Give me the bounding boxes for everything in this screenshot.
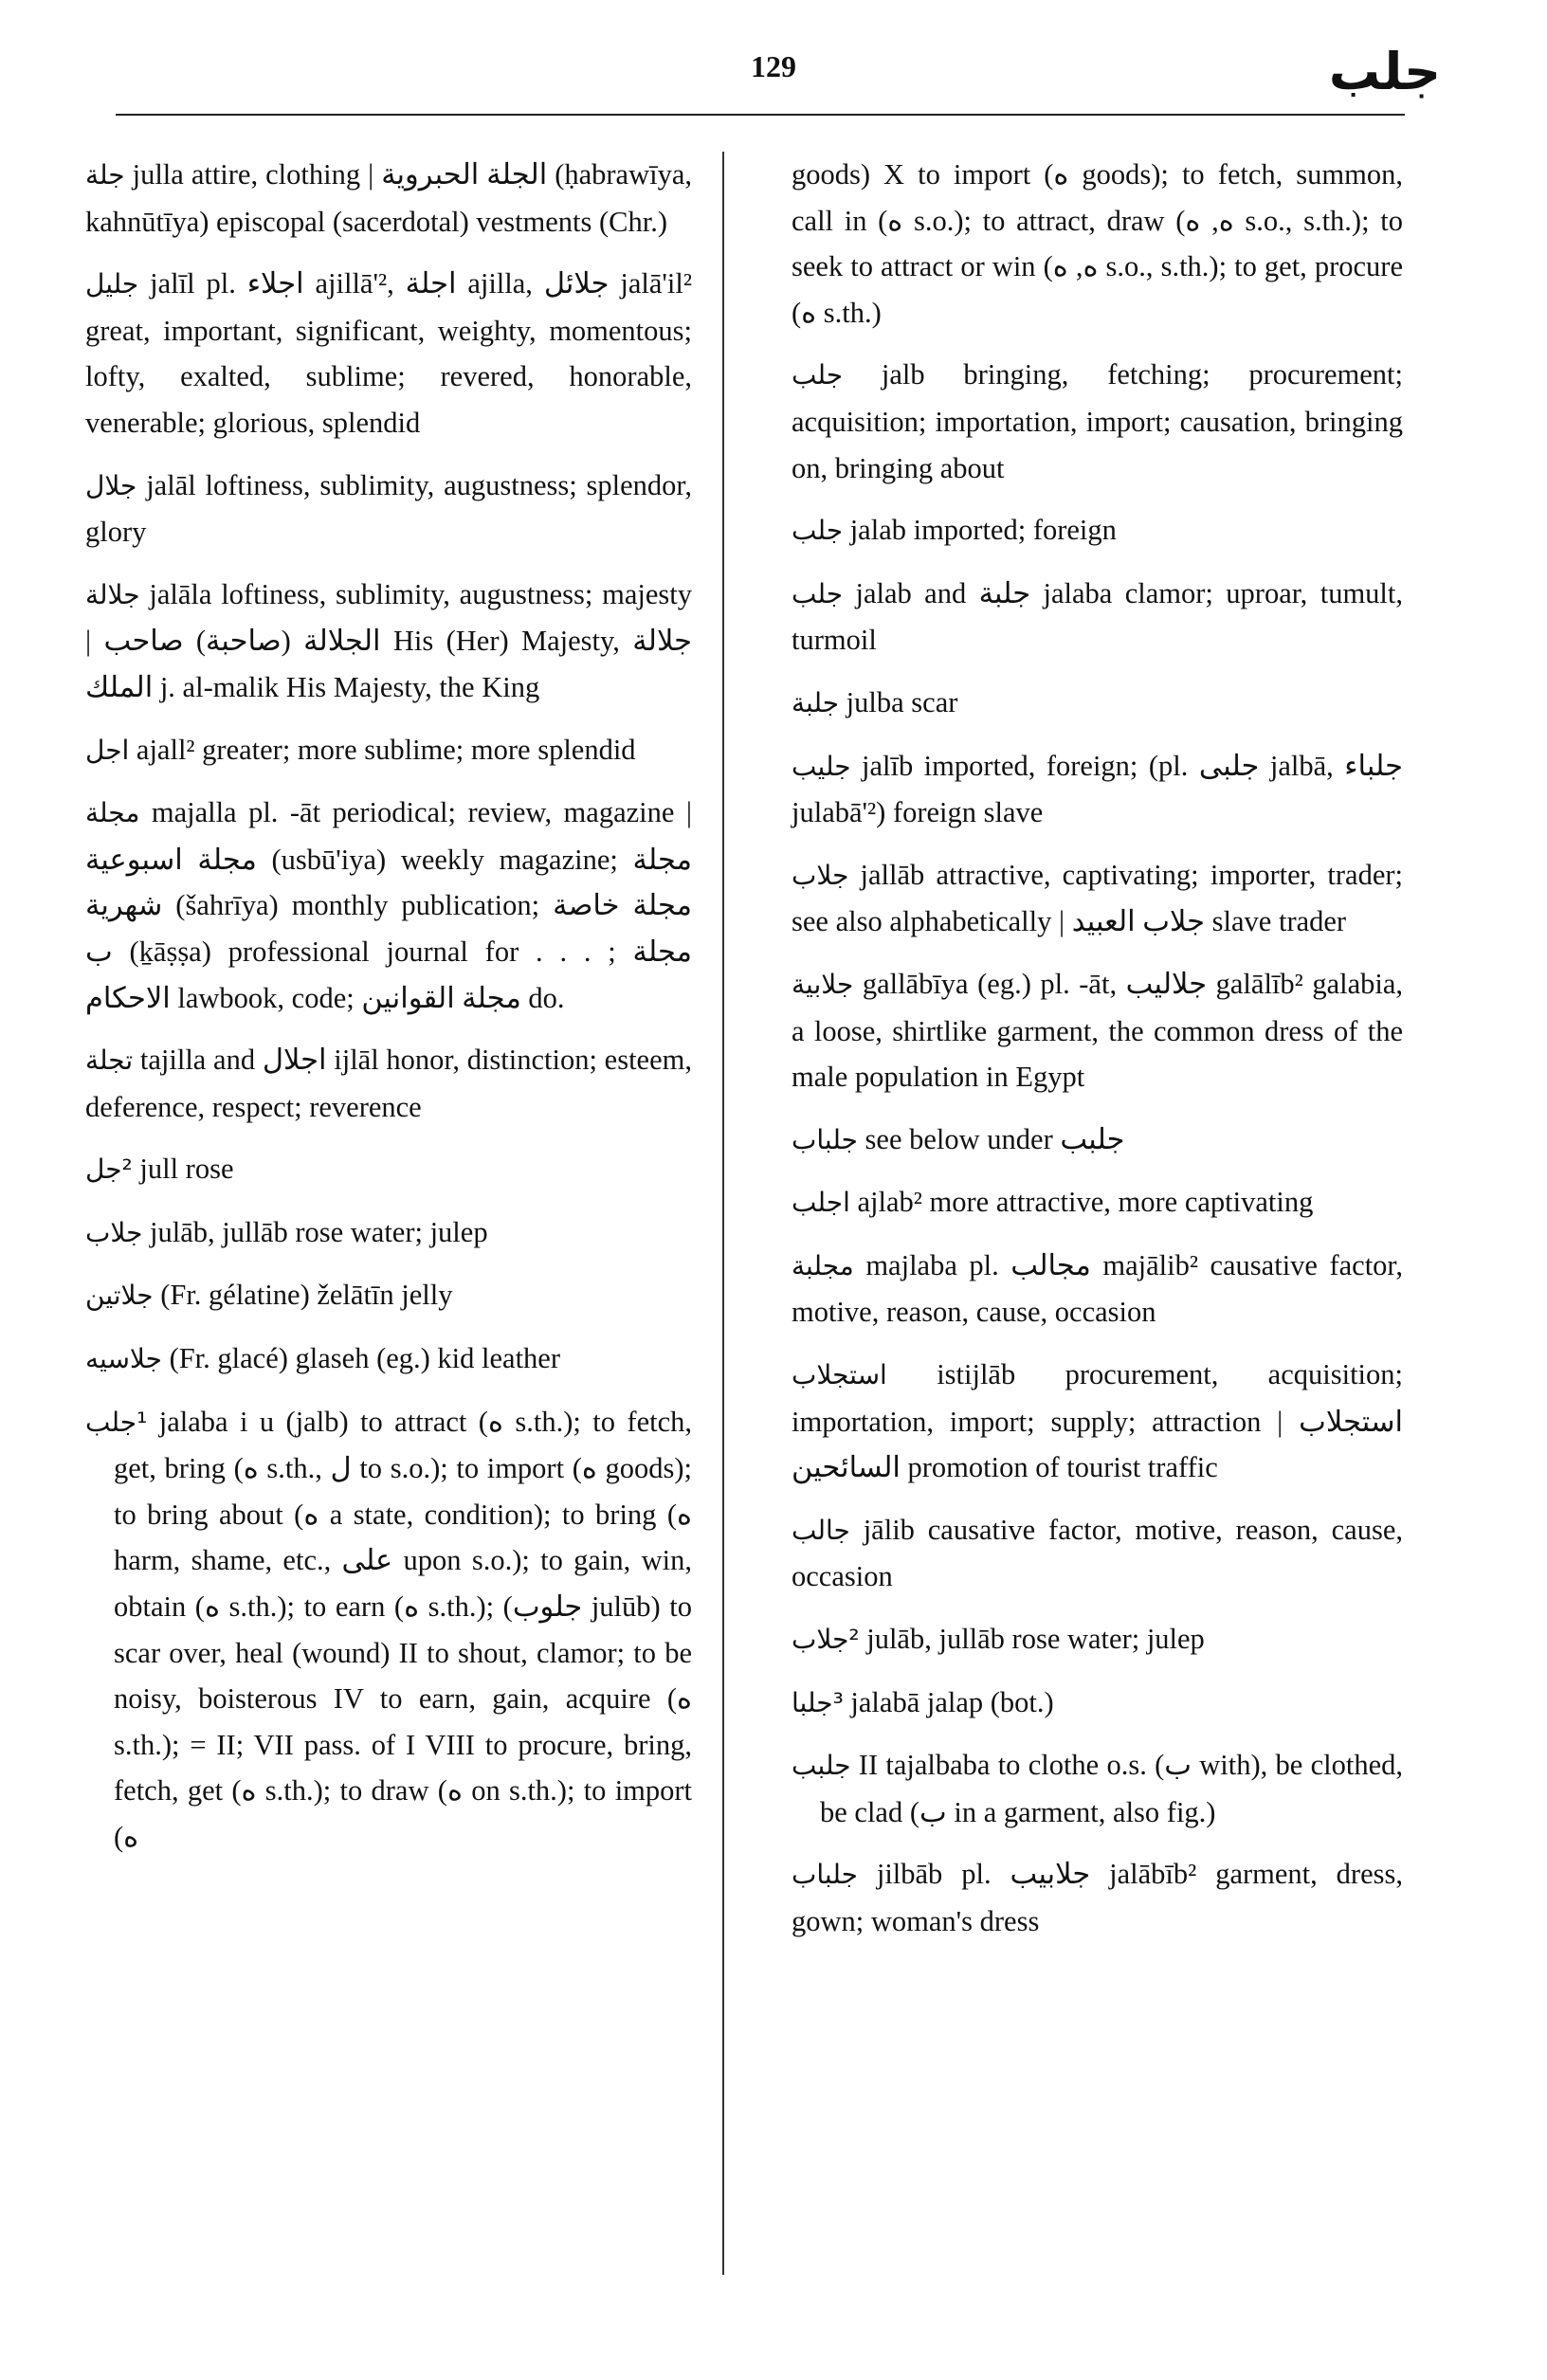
entry-text: jalāl loftiness, sublimity, augustness; splendor, glory: [85, 468, 692, 549]
dictionary-entry: [85, 1209, 692, 1257]
arabic-term: جلب: [792, 359, 844, 391]
dictionary-entry: [792, 1680, 1403, 1727]
dictionary-entry: [792, 1352, 1403, 1491]
arabic-term: جليب: [792, 750, 851, 782]
arabic-term: جلابية: [792, 968, 854, 1000]
page-number: 129: [751, 49, 796, 83]
entry-text: julba scar: [839, 685, 958, 718]
entry-text: julāb, jullāb rose water; julep: [142, 1215, 488, 1248]
arabic-term: جلبب: [792, 1750, 851, 1782]
entry-text: majalla pl. -āt periodical; review, magazine | مجلة اسبوعية (usbū'iya) weekly magazine; مجلة شهرية (šahrīya) monthly publication; مجلة خاصة ب (ḵāṣṣa) professional journal for . . . ; مجلة الاحكام lawbook, code; مجلة القوانين do.: [85, 796, 692, 1014]
dictionary-entry: [792, 1179, 1403, 1226]
arabic-term: جلاسيه: [85, 1343, 162, 1375]
entry-text: jalaba i u (jalb) to attract (ه s.th.); to fetch, get, bring (ه s.th., ل to s.o.); to import (ه goods); to bring about (ه a state, condition); to bring (ه harm, shame, etc., على upon s.o.); to gain, win, obtain (ه s.th.); to earn (ه s.th.); (جلوب julūb) to scar over, heal (wound) II to shout, clamor; to be noisy, boisterous IV to earn, gain, acquire (ه s.th.); = II; VII pass. of I VIII to procure, bring, fetch, get (ه s.th.); to draw (ه on s.th.); to import (ه: [114, 1405, 693, 1853]
arabic-term: ²جلاب: [792, 1624, 860, 1656]
arabic-term: جلاب: [792, 859, 849, 891]
dictionary-entry: [792, 743, 1403, 836]
dictionary-entry: [85, 152, 692, 245]
dictionary-entry: [85, 1399, 692, 1861]
arabic-term: جلباب: [792, 1859, 858, 1891]
entry-text: majlaba pl. مجالب majālib² causative factor, motive, reason, cause, occasion: [792, 1248, 1403, 1329]
dictionary-entry: [792, 507, 1403, 554]
entry-text: goods) X to import (ه goods); to fetch, summon, call in (ه s.o.); to attract, draw (ه, ه s.o., s.th.); to seek to attract or win (ه, ه s.o., s.th.); to get, procure (ه s.th.): [792, 158, 1404, 329]
entry-text: (Fr. gélatine) želātīn jelly: [153, 1279, 453, 1312]
entry-text: ajlab² more attractive, more captivating: [849, 1186, 1314, 1219]
running-headword: جلب: [1328, 42, 1441, 101]
dictionary-entry: [85, 727, 692, 774]
entry-text: jalāla loftiness, sublimity, augustness; majesty | الجلالة (صاحبة) صاحب His (Her) Majesty, جلالة الملك j. al-malik His Majesty, the King: [85, 577, 692, 703]
entry-text: ajall² greater; more sublime; more splendid: [129, 733, 636, 766]
arabic-term: جلالة: [85, 578, 140, 610]
arabic-term: مجلبة: [792, 1249, 854, 1281]
entry-text: jallāb attractive, captivating; importer, trader; see also alphabetically | جلاب العبيد slave trader: [792, 858, 1403, 938]
arabic-term: اجل: [85, 734, 130, 766]
entry-text: julāb, jullāb rose water; julep: [859, 1623, 1205, 1656]
arabic-term: جلب: [792, 515, 844, 547]
entry-text: jalīb imported, foreign; (pl. جلبى jalbā, جلباء julabā'²) foreign slave: [792, 749, 1403, 829]
right-column: [792, 152, 1403, 1961]
arabic-term: ¹جلب: [85, 1406, 148, 1438]
arabic-term: جليل: [85, 268, 139, 300]
dictionary-entry-continued: [792, 152, 1403, 336]
arabic-term: جلاب: [85, 1216, 143, 1248]
entry-text: istijlāb procurement, acquisition; importation, import; supply; attraction | استجلاب السائحين promotion of tourist traffic: [792, 1358, 1403, 1484]
entry-text: jalabā jalap (bot.): [843, 1685, 1054, 1718]
arabic-term: جلال: [85, 469, 137, 501]
entry-text: gallābīya (eg.) pl. -āt, جلاليب galālīb² galabia, a loose, shirtlike garment, the common dress of the male population in Egypt: [792, 967, 1404, 1094]
dictionary-entry: [792, 852, 1403, 945]
dictionary-entry: [792, 1616, 1403, 1663]
dictionary-entry: [85, 1146, 692, 1193]
dictionary-entry: [792, 961, 1403, 1100]
dictionary-entry: [792, 571, 1403, 663]
dictionary-entry: [792, 352, 1403, 491]
entry-text: jilbāb pl. جلابيب jalābīb² garment, dress, gown; woman's dress: [792, 1858, 1403, 1937]
entry-text: jalb bringing, fetching; procurement; acquisition; importation, import; causation, bringing on, bringing about: [792, 358, 1403, 484]
dictionary-entry: [85, 261, 692, 445]
entry-text: (Fr. glacé) glaseh (eg.) kid leather: [161, 1342, 560, 1375]
arabic-term: ²جل: [85, 1154, 133, 1186]
left-column: [85, 152, 692, 1877]
entry-text: II tajalbaba to clothe o.s. (ب with), be clothed, be clad (ب in a garment, also fig.): [820, 1749, 1403, 1828]
entry-text: jālib causative factor, motive, reason, cause, occasion: [792, 1513, 1403, 1593]
dictionary-entry: [85, 790, 692, 1021]
entry-text: jull rose: [132, 1153, 234, 1186]
entry-text: tajilla and اجلال ijlāl honor, distinction; esteem, deference, respect; reverence: [85, 1044, 692, 1123]
arabic-term: جلباب: [792, 1123, 858, 1155]
dictionary-entry: [85, 1037, 692, 1130]
dictionary-entry: [85, 572, 692, 711]
entry-text: jalab and جلبة jalaba clamor; uproar, tumult, turmoil: [792, 576, 1403, 657]
arabic-term: جلة: [85, 159, 125, 191]
dictionary-entry: [85, 463, 692, 555]
arabic-term: اجلب: [792, 1187, 850, 1219]
column-divider: [722, 152, 724, 2275]
dictionary-entry: [792, 1851, 1403, 1944]
header-rule: [116, 114, 1405, 116]
arabic-term: تجلة: [85, 1045, 134, 1077]
dictionary-entry: [792, 1507, 1403, 1600]
dictionary-entry: [792, 1243, 1403, 1335]
entry-text: see below under جلبب: [857, 1122, 1125, 1155]
entry-text: julla attire, clothing | الجلة الحبروية (ḥabrawīya, kahnūtīya) episcopal (sacerdotal) vestments (Chr.): [85, 158, 692, 238]
dictionary-entry: [792, 1742, 1403, 1835]
arabic-term: جلاتين: [85, 1280, 154, 1312]
dictionary-entry: [792, 680, 1403, 727]
arabic-term: جالب: [792, 1514, 850, 1546]
arabic-term: استجلاب: [792, 1359, 887, 1391]
dictionary-entry: [85, 1272, 692, 1319]
dictionary-entry: [85, 1335, 692, 1383]
arabic-term: مجلة: [85, 797, 140, 829]
arabic-term: جلبة: [792, 686, 840, 718]
arabic-term: جلب: [792, 577, 844, 609]
entry-text: jalīl pl. اجلاء ajillā'², اجلة ajilla, جلائل jalā'il² great, important, significant, weighty, momentous; lofty, exalted, sublime; revered, honorable, venerable; glorious, splendid: [85, 267, 692, 439]
arabic-term: ³جلبا: [792, 1686, 844, 1718]
dictionary-entry: [792, 1117, 1403, 1164]
entry-text: jalab imported; foreign: [843, 514, 1117, 547]
